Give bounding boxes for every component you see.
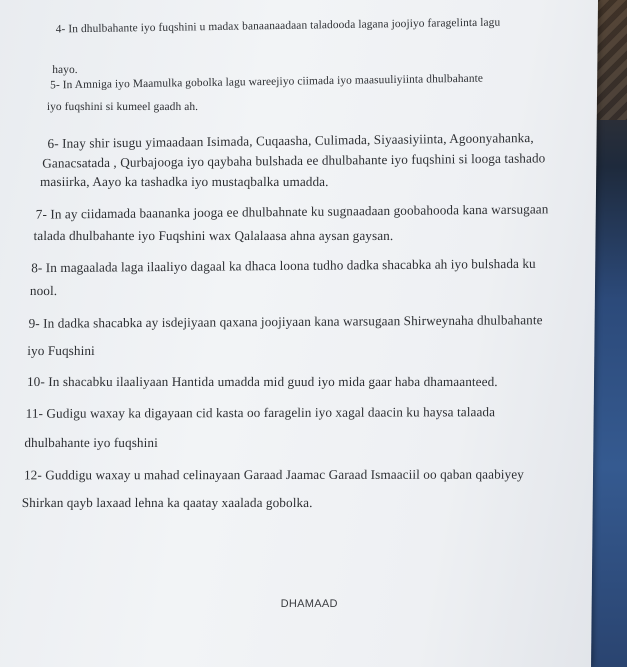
item-7-line-1: 7- In ay ciidamada baananka jooga ee dhulbahnate ku sugnaadaan goobahooda kana warsugaan	[35, 201, 549, 222]
item-6-line-1: 6- Inay shir isugu yimaadaan Isimada, Cuqaasha, Culimada, Siyaasiyiinta, Agoonyahanka,	[47, 130, 534, 151]
document-end-label: DHAMAAD	[280, 598, 338, 610]
item-8-line-2: nool.	[29, 283, 58, 298]
item-9-line-1: 9- In dadka shacabka ay isdejiyaan qaxana joojiyaan kana warsugaan Shirweynaha dhulbahante	[28, 312, 543, 331]
item-6-line-3: masiirka, Aayo ka tashadka iyo mustaqbalka umadda.	[40, 174, 329, 189]
item-6-line-2: Ganacsatada , Qurbajooga iyo qaybaha bulshada ee dhulbahante iyo fuqshini si looga tashado	[42, 150, 546, 171]
item-12-line-1: 12- Guddigu waxay u mahad celinayaan Garaad Jaamac Garaad Ismaaciil oo qaban qaabiyey	[23, 466, 524, 483]
item-11-line-2: dhulbahante iyo fuqshini	[24, 435, 158, 450]
item-4-line-2: hayo.	[52, 64, 78, 76]
item-5-line-2: iyo fuqshini si kumeel gaadh ah.	[46, 101, 199, 113]
item-10-line-1: 10- In shacabku ilaaliyaan Hantida umadda mid guud iyo mida gaar haba dhamaanteed.	[26, 374, 498, 389]
item-8-line-1: 8- In magaalada laga ilaaliyo dagaal ka dhaca loona tudho dadka shacabka ah iyo bulshada ku	[31, 255, 536, 276]
item-7-line-2: talada dhulbahante iyo Fuqshini wax Qalalaasa ahna aysan gaysan.	[33, 228, 394, 243]
item-9-line-2: iyo Fuqshini	[27, 343, 95, 358]
item-5-line-1: 5- In Amniga iyo Maamulka gobolka lagu wareejiyo ciimada iyo maasuuliyiinta dhulbahante	[50, 72, 484, 92]
item-12-line-2: Shirkan qayb laxaad lehna ka qaatay xaalada gobolka.	[21, 495, 313, 510]
item-4-line-1: 4- In dhulbahante iyo fuqshini u madax banaanaadaan taladooda lagana joojiyo faragelinta lagu	[55, 16, 501, 36]
item-11-line-1: 11- Gudigu waxay ka digayaan cid kasta oo faragelin iyo xagal daacin ku haysa talaada	[25, 404, 496, 421]
